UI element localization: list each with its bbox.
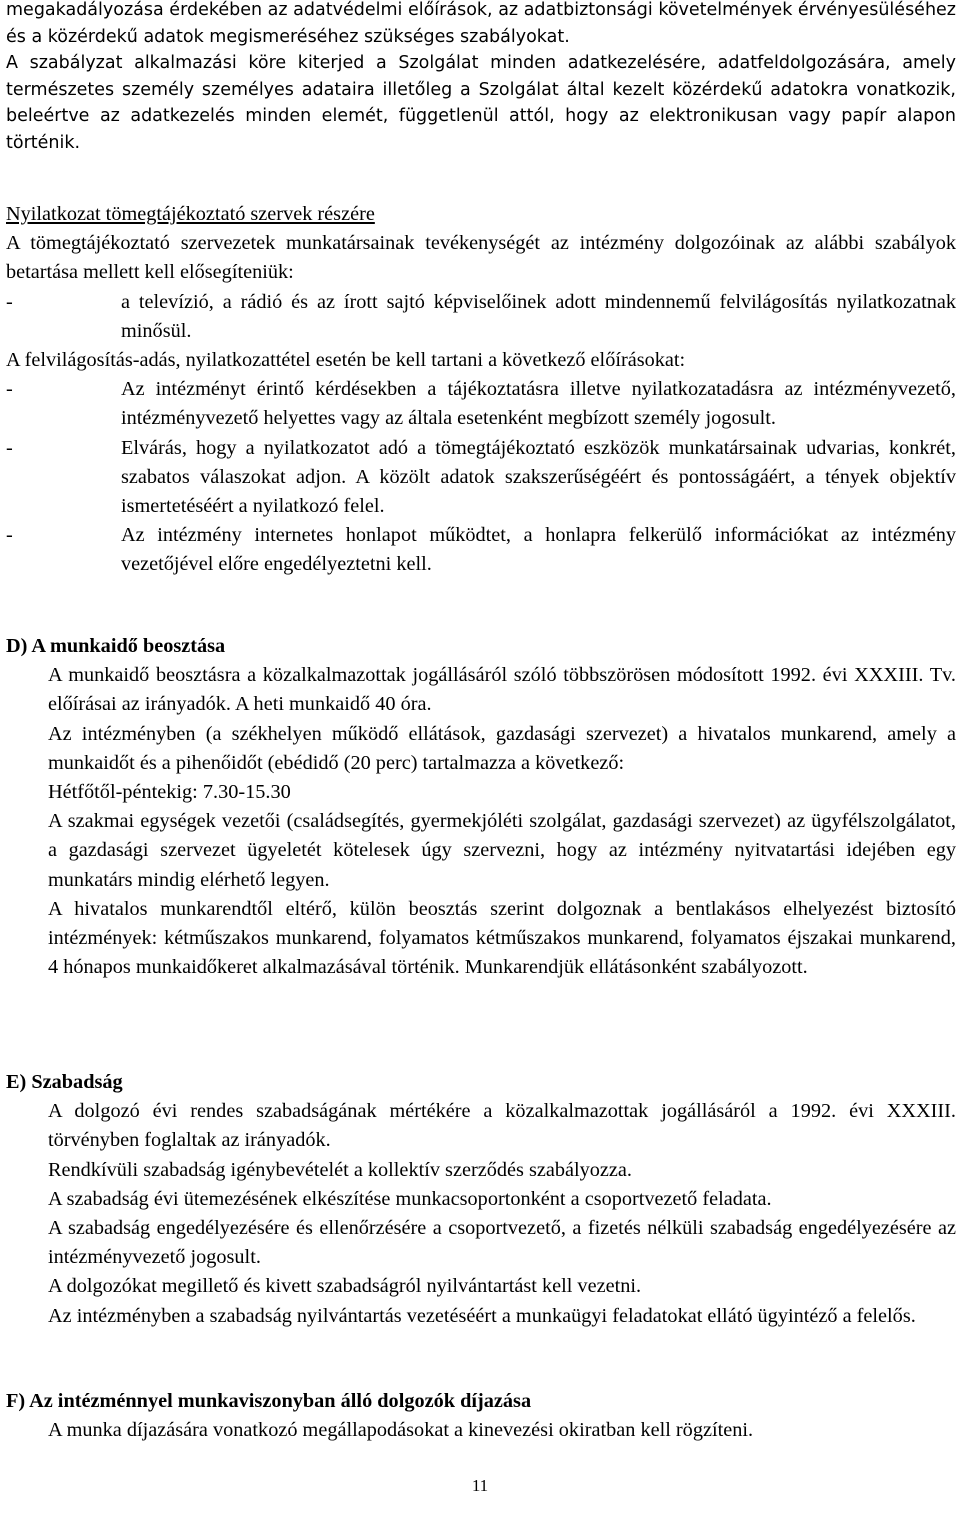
section-e-paragraph: A dolgozókat megillető és kivett szabadságról nyilvántartást kell vezetni. [48,1275,642,1298]
press-bullet-4-text: Az intézmény internetes honlapot működtet, a honlapra felkerülő információkat az intézmény vezetőjével előre engedélyeztetni kell. [121,524,956,576]
section-e-paragraph: Az intézményben a szabadság nyilvántartás vezetéséért a munkaügyi feladatokat ellátó ügyintéző a felelős. [48,1304,916,1327]
bullet-dash: - [6,524,13,547]
section-e-paragraph: A szabadság évi ütemezésének elkészítése munkacsoportonként a csoportvezető feladata. [48,1187,772,1210]
press-heading: Nyilatkozat tömegtájékoztató szervek részére [6,203,375,225]
section-e [6,1068,956,1331]
section-e-heading: E) Szabadság [6,1071,123,1093]
section-e-paragraph: Rendkívüli szabadság igénybevételét a kollektív szerződés szabályozza. [48,1158,632,1181]
section-d-paragraph: A hivatalos munkarendtől eltérő, külön beosztás szerint dolgoznak a bentlakásos elhelyezést biztosító intézmények: kétműszakos munkarend, folyamatos kétműszakos munkarend, folyamatos éjszakai munkarend, 4 hónapos munkaidőkeret alkalmazásával történik. Munkarendjük ellátásonként szabályozott. [48,897,956,979]
section-f-heading: F) Az intézménnyel munkaviszonyban álló dolgozók díjazása [6,1390,532,1412]
press-bullet-4 [6,521,956,579]
press-bullet-3 [6,434,956,522]
section-d-paragraph: A szakmai egységek vezetői (családsegítés, gyermekjóléti szolgálat, gazdasági szervezet) az ügyfélszolgálatot, a gazdasági szervezet ügyeletét kötelesek úgy szervezni, hogy az intézmény nyitvatartási idejében egy munkatárs mindig elérhető legyen. [48,810,956,891]
bullet-dash: - [6,378,13,401]
press-section [6,200,956,580]
section-f [6,1387,956,1445]
page-number: 11 [471,1476,489,1495]
section-d-paragraph: A munkaidő beosztásra a közalkalmazottak jogállásáról szóló többszörösen módosított 1992. évi XXXIII. Tv. előírásai az irányadók. A heti munkaidő 40 óra. [48,664,956,716]
bullet-dash: - [6,290,13,313]
intro-paragraph-2: A szabályzat alkalmazási köre kiterjed a Szolgálat minden adatkezelésére, adatfeldolgozására, amely természetes személy személyes adataira illetőleg a Szolgálat által kezelt közérdekű adatokra vonatkozik, beleértve az adatkezelés minden elemét, függetlenül attól, hogy az elektronikusan vagy papír alapon történik. [6,53,956,153]
press-bullet-1-text: a televízió, a rádió és az írott sajtó képviselőinek adott mindennemű felvilágosítás nyilatkozatnak minősül. [121,290,956,342]
press-paragraph-2: A felvilágosítás-adás, nyilatkozattétel esetén be kell tartani a következő előírásokat: [6,349,686,372]
press-bullet-2-text: Az intézményt érintő kérdésekben a tájékoztatásra illetve nyilatkozatadásra az intézményvezető, intézményvezető helyettes vagy az általa esetenként megbízott személy jogosult. [121,378,956,430]
section-d-heading: D) A munkaidő beosztása [6,635,226,657]
press-bullet-2 [6,375,956,433]
section-d [6,632,956,982]
press-bullet-1 [6,288,956,346]
section-e-paragraph: A szabadság engedélyezésére és ellenőrzésére a csoportvezető, a fizetés nélküli szabadság engedélyezésére az intézményvezető jogosult. [48,1217,956,1269]
bullet-dash: - [6,436,13,459]
section-d-paragraph: Az intézményben (a székhelyen működő ellátások, gazdasági szervezet) a hivatalos munkarend, amely a munkaidőt és a pihenőidőt (ebédidő (20 perc) tartalmazza a következő: [48,722,956,774]
section-e-paragraph: A dolgozó évi rendes szabadságának mértékére a közalkalmazottak jogállásáról a 1992. évi XXXIII. törvényben foglaltak az irányadók. [48,1100,956,1152]
intro-paragraph-1: megakadályozása érdekében az adatvédelmi előírások, az adatbiztonsági követelmények érvényesüléséhez és a közérdekű adatok megismeréséhez szükséges szabályokat. [6,0,956,47]
section-f-paragraph: A munka díjazására vonatkozó megállapodásokat a kinevezési okiratban kell rögzíteni. [48,1419,754,1442]
intro-section [6,0,956,156]
section-d-paragraph: Hétfőtől-péntekig: 7.30-15.30 [48,781,291,804]
press-bullet-3-text: Elvárás, hogy a nyilatkozatot adó a tömegtájékoztató eszközök munkatársainak udvarias, konkrét, szabatos válaszokat adjon. A közölt adatok szakszerűségéért és pontosságáért, a tények objektív ismertetéséért a nyilatkozó felel. [121,436,956,518]
press-paragraph-1: A tömegtájékoztató szervezetek munkatársainak tevékenységét az intézmény dolgozóinak az alábbi szabályok betartása mellett kell elősegíteniük: [6,232,956,284]
